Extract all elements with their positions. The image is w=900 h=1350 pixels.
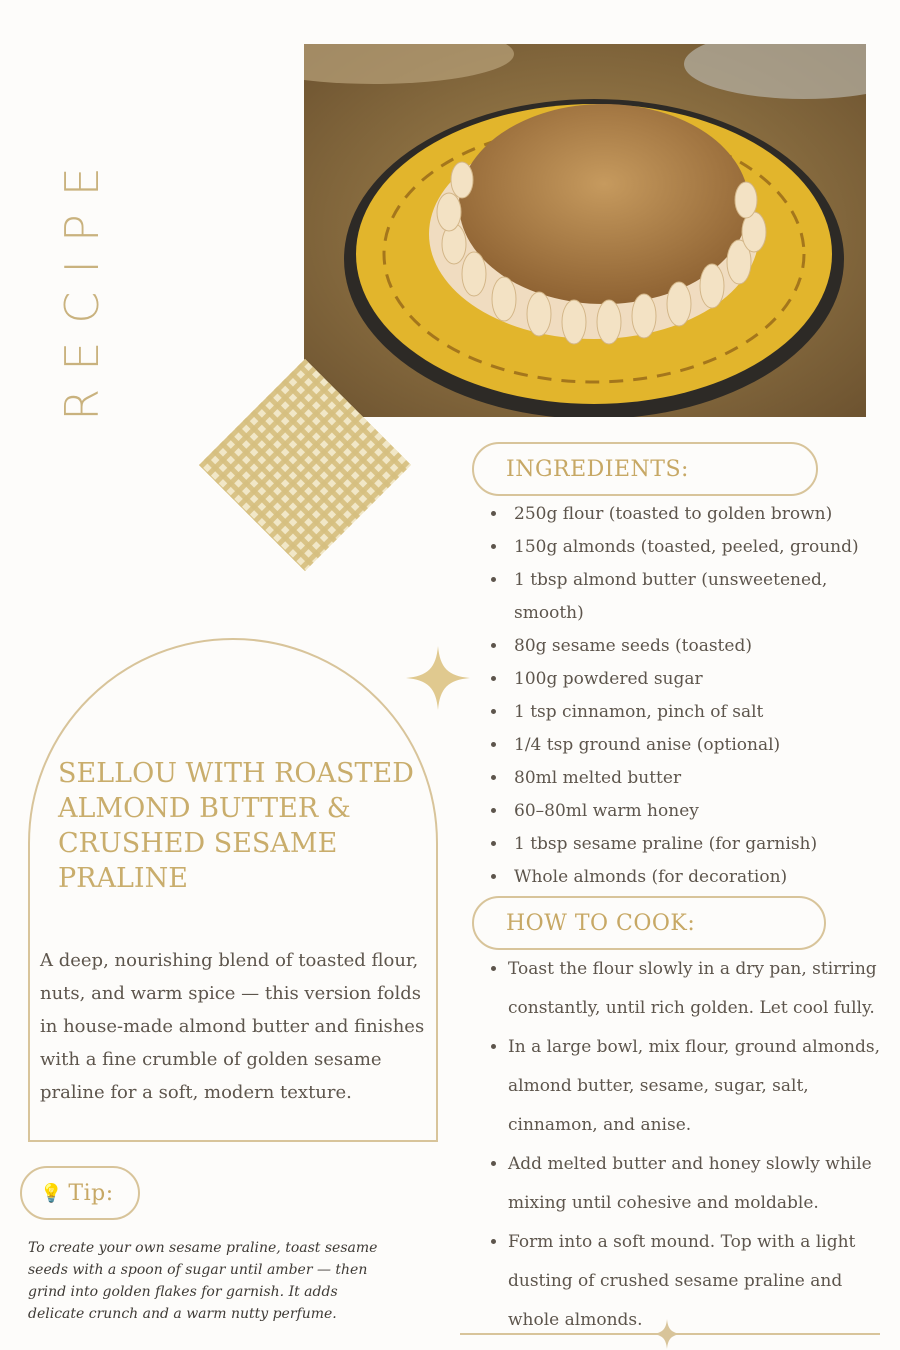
list-item: • Form into a soft mound. Top with a light dusting of crushed sesame praline and whole almonds. [508,1223,888,1340]
tip-text: To create your own sesame praline, toast sesame seeds with a spoon of sugar until amber — then grind into golden flakes for garnish. It adds delicate crunch and a warm nutty perfume. [28,1240,378,1322]
list-item: • Add melted butter and honey slowly while mixing until cohesive and moldable. [508,1145,888,1223]
list-item: • 250g flour (toasted to golden brown) [508,498,878,531]
list-item: • 150g almonds (toasted, peeled, ground) [508,531,878,564]
sellou-photo [304,44,866,417]
list-item: • 100g powdered sugar [508,663,878,696]
list-item: • 80ml melted butter [508,762,878,795]
side-title-text: RECIPE [55,149,110,421]
ingredients-heading-pill [472,442,818,496]
how-to-cook-heading: HOW TO COOK: [506,910,696,936]
tip-heading-pill [20,1166,140,1220]
recipe-title: SELLOU WITH ROASTED ALMOND BUTTER & CRUSHED SESAME PRALINE [58,758,414,894]
list-item: • 1 tbsp sesame praline (for garnish) [508,828,878,861]
cooking-steps-list [490,950,888,1340]
ingredients-list [490,498,878,894]
list-item: • 1 tbsp almond butter (unsweetened, smooth) [508,564,878,630]
sparkle-icon [652,1319,682,1349]
ingredients-heading: INGREDIENTS: [506,456,689,482]
list-item: • In a large bowl, mix flour, ground almonds, almond butter, sesame, sugar, salt, cinnamon, and anise. [508,1028,888,1145]
recipe-description: A deep, nourishing blend of toasted flour, nuts, and warm spice — this version folds in house-made almond butter and finishes with a fine crumble of golden sesame praline for a soft, modern texture. [40,950,425,1103]
how-to-cook-heading-pill [472,896,826,950]
list-item: • 1 tsp cinnamon, pinch of salt [508,696,878,729]
list-item: • Toast the flour slowly in a dry pan, stirring constantly, until rich golden. Let cool fully. [508,950,888,1028]
lightbulb-icon: 💡 [40,1182,63,1204]
list-item: • 60–80ml warm honey [508,795,878,828]
list-item: • 1/4 tsp ground anise (optional) [508,729,878,762]
sparkle-icon [406,646,470,710]
list-item: • Whole almonds (for decoration) [508,861,878,894]
side-title [52,130,112,440]
tip-label: Tip: [68,1180,114,1206]
list-item: • 80g sesame seeds (toasted) [508,630,878,663]
